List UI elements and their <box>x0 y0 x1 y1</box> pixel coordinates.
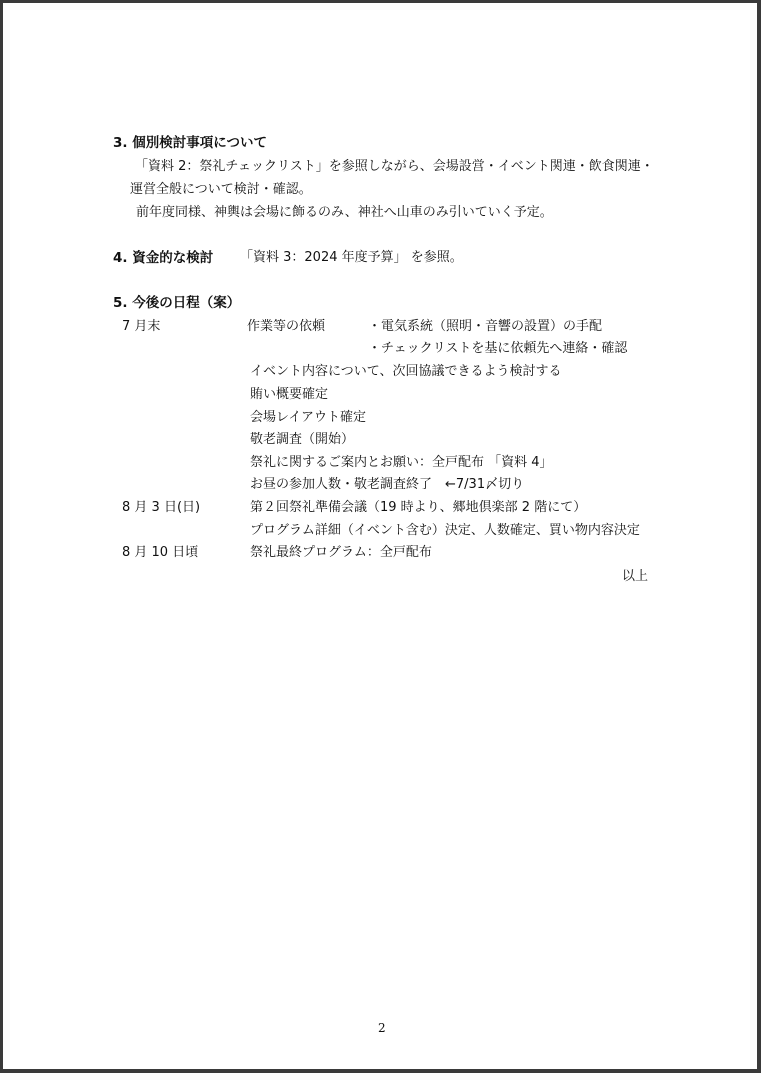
section-3-heading: 3. 個別検討事項について <box>113 135 267 151</box>
schedule-item: 敬老調査（開始） <box>250 432 355 447</box>
schedule-item: イベント内容について、次回協議できるよう検討する <box>250 364 562 379</box>
schedule-item: 賄い概要確定 <box>250 387 329 402</box>
section-3-line-3: 前年度同様、神輿は会場に飾るのみ、神社へ山車のみ引いていく予定。 <box>136 205 553 220</box>
schedule-item: 祭礼最終プログラム：全戸配布 <box>250 545 432 560</box>
page-number: 2 <box>378 1021 386 1035</box>
closing-text: 以上 <box>622 569 649 584</box>
section-4-text: 「資料 3：2024 年度予算」 を参照。 <box>240 250 463 265</box>
schedule-date-1: 7 月末 <box>122 319 161 334</box>
schedule-item: 会場レイアウト確定 <box>250 410 366 425</box>
schedule-item: 祭礼に関するご案内とお願い：全戸配布 「資料 4」 <box>250 455 553 470</box>
schedule-subitem: ・電気系統（照明・音響の設置）の手配 <box>368 319 603 334</box>
schedule-date-2: 8 月 3 日(日) <box>122 500 201 515</box>
section-3-line-1: 「資料 2：祭礼チェックリスト」を参照しながら、会場設営・イベント関連・飲食関連・ <box>135 159 654 174</box>
schedule-subitem: ・チェックリストを基に依頼先へ連絡・確認 <box>368 341 628 356</box>
section-4-heading: 4. 資金的な検討 <box>113 250 214 266</box>
schedule-date-3: 8 月 10 日頃 <box>122 545 199 560</box>
schedule-label-1: 作業等の依頼 <box>247 319 326 334</box>
section-5-heading: 5. 今後の日程（案） <box>113 295 241 311</box>
section-3-line-2: 運営全般について検討・確認。 <box>130 182 312 197</box>
schedule-item: 第２回祭礼準備会議（19 時より、郷地倶楽部 2 階にて） <box>250 500 587 515</box>
schedule-item: お昼の参加人数・敬老調査終了 ←7/31〆切り <box>250 477 525 492</box>
schedule-item: プログラム詳細（イベント含む）決定、人数確定、買い物内容決定 <box>250 523 640 538</box>
